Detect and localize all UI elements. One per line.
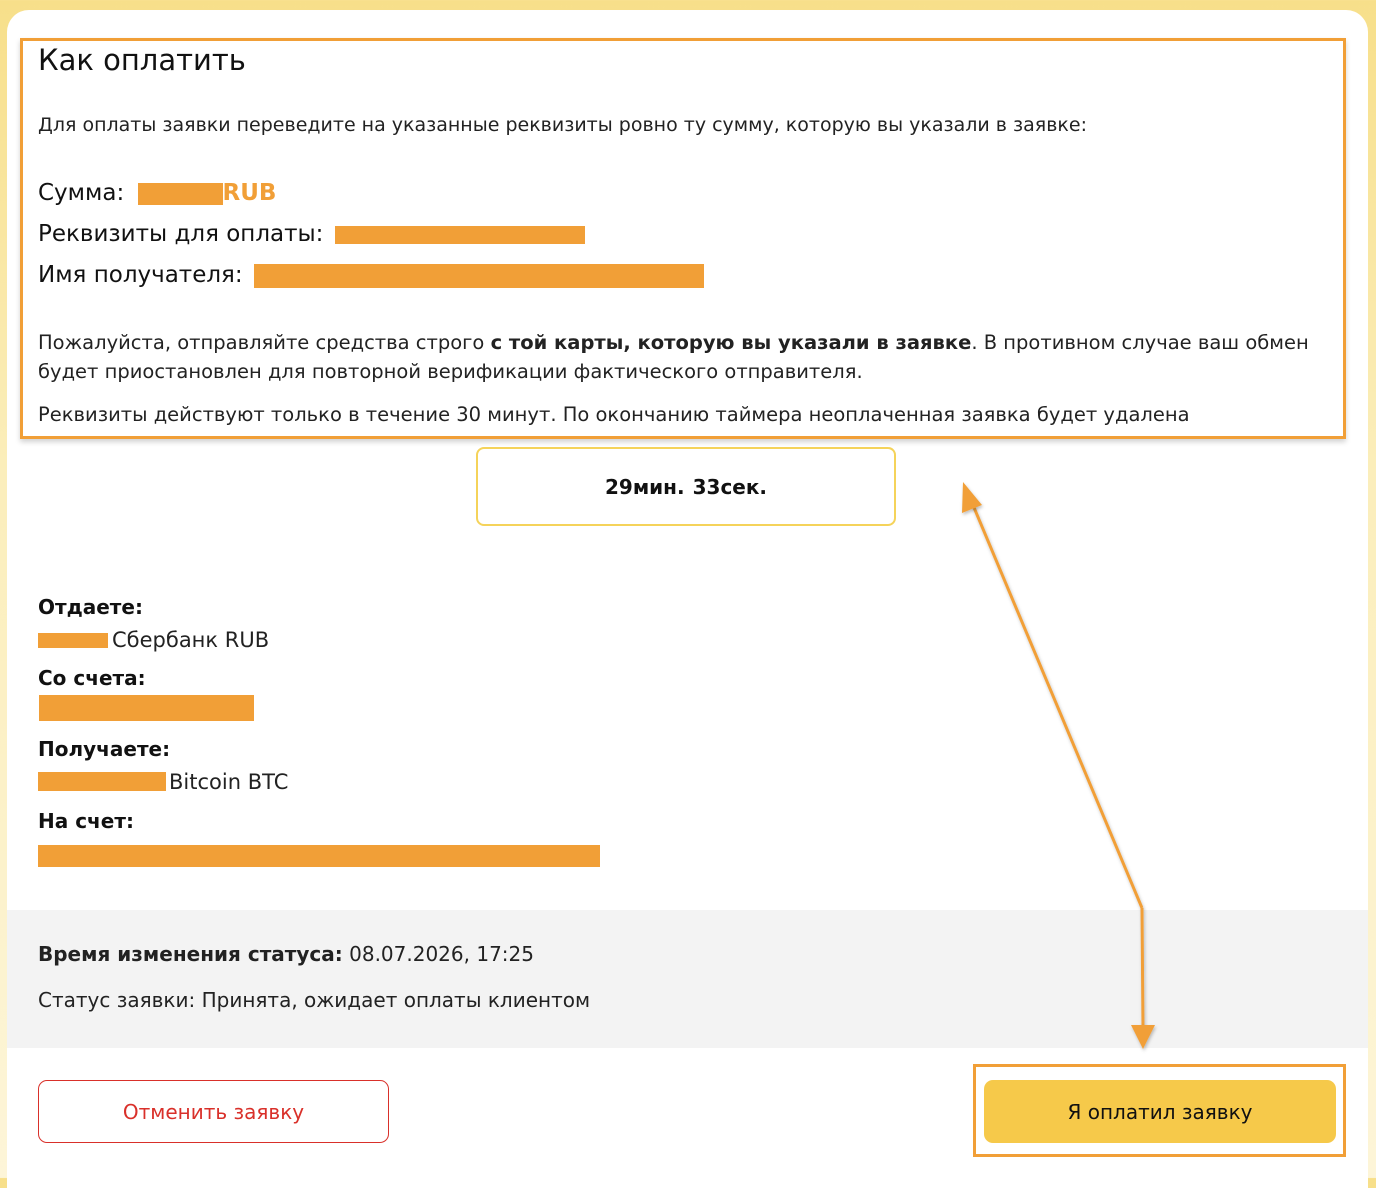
amount-label: Сумма: [38, 180, 125, 206]
order-card [7, 10, 1368, 1188]
status-panel [7, 910, 1368, 1048]
recipient-row [38, 262, 704, 288]
receive-amount-redacted [38, 772, 166, 791]
give-currency: Сбербанк RUB [112, 628, 270, 652]
give-amount-redacted [38, 633, 108, 648]
amount-currency: RUB [222, 180, 277, 206]
status-time-label: Время изменения статуса: [38, 942, 343, 966]
status-time-value: 08.07.2026, 17:25 [342, 942, 534, 966]
receive-label: Получаете: [38, 737, 171, 761]
payment-instructions-title: Как оплатить [38, 43, 246, 77]
countdown-timer [476, 447, 896, 526]
give-label: Отдаете: [38, 595, 143, 619]
timer-minutes: 29мин. [604, 474, 685, 499]
to-account-label: На счет: [38, 809, 134, 833]
recipient-label: Имя получателя: [38, 262, 243, 288]
status-change-time [38, 942, 534, 966]
requisites-label: Реквизиты для оплаты: [38, 221, 324, 247]
confirm-paid-button[interactable]: Я оплатил заявку [984, 1080, 1336, 1143]
to-account-redacted [38, 845, 600, 867]
payment-instructions-intro: Для оплаты заявки переведите на указанные реквизиты ровно ту сумму, которую вы указали в заявке: [38, 114, 1087, 136]
from-account-label: Со счета: [38, 666, 146, 690]
amount-row [38, 180, 276, 206]
cancel-order-button[interactable]: Отменить заявку [38, 1080, 389, 1143]
amount-value-redacted [138, 183, 223, 205]
requisites-validity-note: Реквизиты действуют только в течение 30 минут. По окончанию таймера неоплаченная заявка будет удалена [38, 403, 1190, 426]
from-account-redacted [39, 695, 254, 721]
timer-seconds: 33сек. [692, 474, 768, 499]
receive-currency: Bitcoin BTC [169, 770, 289, 794]
requisites-row [38, 221, 585, 247]
warning-emphasis: с той карты, которую вы указали в заявке [490, 331, 972, 354]
requisites-value-redacted [335, 226, 585, 244]
recipient-name-redacted [254, 264, 704, 288]
order-status: Статус заявки: Принята, ожидает оплаты клиентом [38, 988, 591, 1012]
payment-warning: Пожалуйста, отправляйте средства строго с той карты, которую вы указали в заявке. В противном случае ваш обмен будет приостановлен для повторной верификации фактического отправителя. [38, 331, 1309, 383]
